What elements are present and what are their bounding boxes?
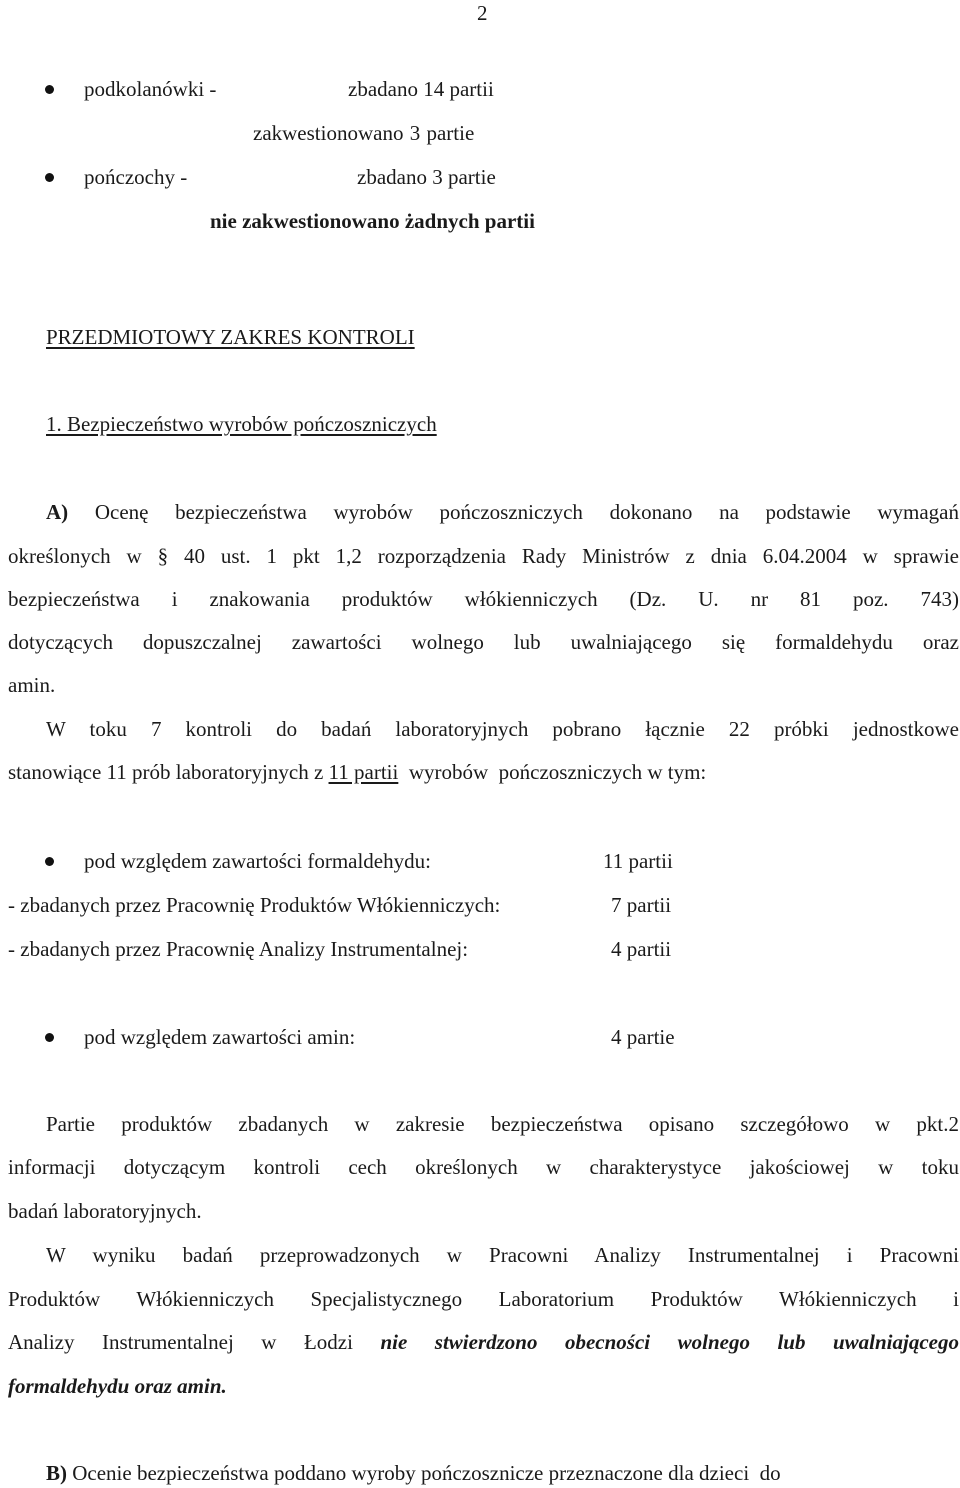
para-a-line-5: amin. — [8, 673, 56, 697]
para-a-line-1 — [46, 500, 959, 525]
para-result-line-2: Produktów Włókienniczych Specjalistycznego Laboratorium Produktów Włókienniczych i — [8, 1287, 959, 1311]
summary-status-1: zakwestionowano 3 partie — [253, 121, 475, 145]
para-w-line-1: W toku 7 kontroli do badań laboratoryjnych pobrano łącznie 22 próbki jednostkowe — [46, 717, 959, 741]
para-a-marker: A) — [46, 500, 69, 524]
formaldehyde-label: pod względem zawartości formaldehydu: — [84, 849, 431, 873]
section-heading: PRZEDMIOTOWY ZAKRES KONTROLI — [46, 325, 415, 349]
summary-status-2: nie zakwestionowano żadnych partii — [210, 209, 535, 233]
bullet-icon — [45, 85, 54, 94]
formaldehyde-sub2-label: - zbadanych przez Pracownię Analizy Instrumentalnej: — [8, 937, 469, 961]
bullet-icon — [45, 857, 54, 866]
para-a-line-3: bezpieczeństwa i znakowania produktów włókienniczych (Dz. U. nr 81 poz. 743) — [8, 587, 959, 611]
formaldehyde-sub1-label: - zbadanych przez Pracownię Produktów Włókienniczych: — [8, 893, 501, 917]
para-result-line-3 — [8, 1330, 959, 1355]
para-result-emphasis-2: formaldehydu oraz amin. — [8, 1374, 227, 1398]
summary-count-2: zbadano 3 partie — [357, 165, 496, 189]
para-partie-line-2: informacji dotyczącym kontroli cech określonych w charakterystyce jakościowej w toku — [8, 1155, 959, 1179]
summary-label-2: pończochy - — [84, 165, 188, 189]
formaldehyde-sub2-value: 4 partii — [611, 937, 672, 961]
para-result-text: Analizy Instrumentalnej w Łodzi — [8, 1330, 381, 1354]
para-a-text-1: Ocenę bezpieczeństwa wyrobów pończoszniczych dokonano na podstawie wymagań — [94, 500, 959, 524]
subheading: 1. Bezpieczeństwo wyrobów pończoszniczych — [46, 412, 437, 436]
para-b-text: Ocenie bezpieczeństwa poddano wyroby pończosznicze przeznaczone dla dzieci do — [67, 1461, 781, 1485]
para-b-marker: B) — [46, 1461, 67, 1485]
para-result-line-1: W wyniku badań przeprowadzonych w Pracowni Analizy Instrumentalnej i Pracowni — [46, 1243, 959, 1267]
para-a-line-4: dotyczących dopuszczalnej zawartości wolnego lub uwalniającego się formaldehydu oraz — [8, 630, 959, 654]
para-partie-line-1: Partie produktów zbadanych w zakresie bezpieczeństwa opisano szczegółowo w pkt.2 — [46, 1112, 959, 1136]
para-a-line-2: określonych w § 40 ust. 1 pkt 1,2 rozporządzenia Rady Ministrów z dnia 6.04.2004 w sprawie — [8, 544, 959, 568]
summary-count-1: zbadano 14 partii — [348, 77, 494, 101]
para-w-text-a: stanowiące 11 prób laboratoryjnych z — [8, 760, 329, 784]
page-number: 2 — [477, 1, 488, 25]
formaldehyde-sub1-value: 7 partii — [611, 893, 672, 917]
para-w-underlined: 11 partii — [328, 760, 399, 784]
para-w-text-b: wyrobów pończoszniczych w tym: — [398, 760, 707, 784]
para-partie-line-3: badań laboratoryjnych. — [8, 1199, 202, 1223]
formaldehyde-value: 11 partii — [603, 849, 673, 873]
bullet-icon — [45, 173, 54, 182]
amines-value: 4 partie — [611, 1025, 675, 1049]
summary-label-1: podkolanówki - — [84, 77, 217, 101]
para-b — [46, 1461, 781, 1486]
para-result-emphasis-1: nie stwierdzono obecności wolnego lub uwalniającego — [380, 1330, 959, 1354]
bullet-icon — [45, 1033, 54, 1042]
para-w-line-2 — [8, 760, 706, 785]
amines-label: pod względem zawartości amin: — [84, 1025, 356, 1049]
